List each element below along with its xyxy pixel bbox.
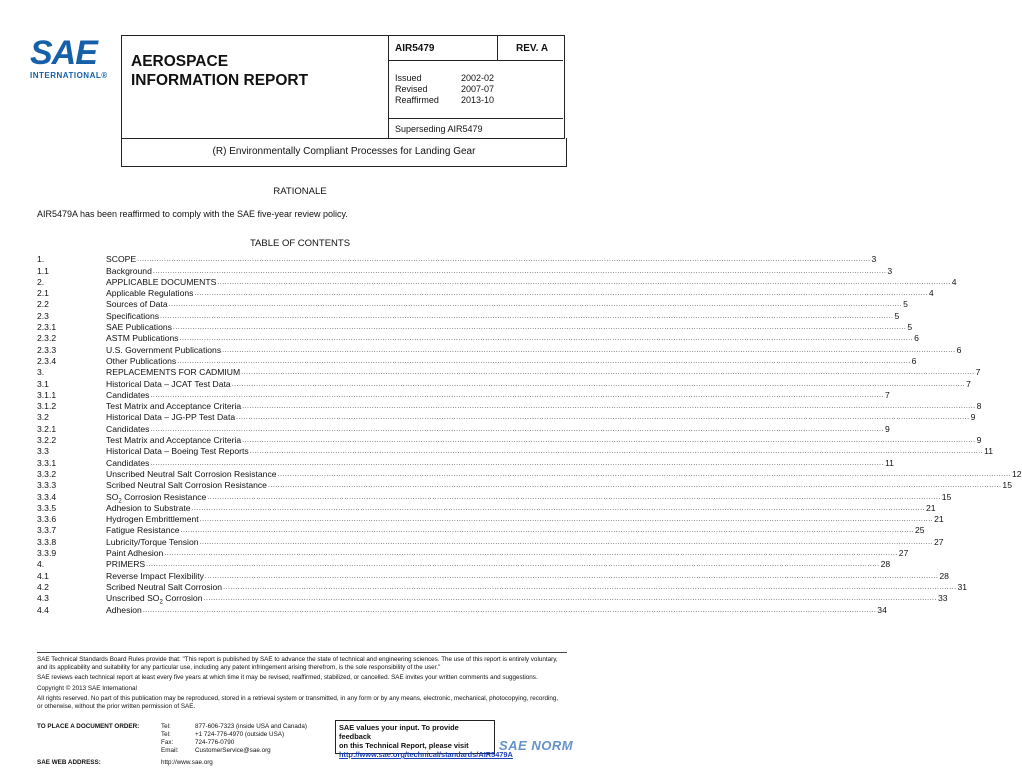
toc-entry-page: 28 [880, 559, 891, 570]
toc-entry-page: 3 [887, 265, 893, 276]
toc-entry-page: 6 [911, 355, 917, 366]
contact-email-link[interactable]: CustomerService@sae.org [195, 747, 271, 755]
toc-leader-dots: ............................................................................................................................................................................................................................................................................................................ [204, 572, 939, 580]
toc-entry-page: 15 [1002, 480, 1012, 491]
toc-entry-page: 33 [937, 593, 948, 604]
toc-entry[interactable] [37, 401, 982, 412]
toc-entry-page: 15 [941, 491, 952, 502]
toc-leader-dots: ............................................................................................................................................................................................................................................................................................................ [249, 448, 984, 456]
toc-entry-number: 4.3 [37, 593, 49, 604]
revision-label: REV. A [516, 43, 549, 54]
toc-entry-title: Lubricity/Torque Tension [106, 536, 199, 547]
toc-entry-number: 2.3.3 [37, 344, 57, 355]
toc-entry-number: 3.3.4 [37, 491, 57, 502]
header-divider [389, 60, 563, 61]
toc-entry[interactable] [37, 457, 894, 468]
toc-entry-number: 3.3.1 [37, 457, 57, 468]
toc-entry-number: 2.3.1 [37, 322, 57, 333]
date-label: Issued [395, 73, 422, 83]
footer-paragraph: SAE reviews each technical report at least every five years at which time it may be revised, reaffirmed, stabilized, or cancelled. SAE invites your written comments and suggestions. [37, 674, 538, 682]
toc-entry-number: 3.3 [37, 446, 49, 457]
toc-entry-title: Paint Adhesion [106, 548, 164, 559]
toc-entry-title: Candidates [106, 423, 150, 434]
toc-entry-title: Sources of Data [106, 299, 168, 310]
web-label: SAE WEB ADDRESS: [37, 759, 101, 767]
toc-entry[interactable] [37, 536, 944, 547]
toc-entry-title: Test Matrix and Acceptance Criteria [106, 401, 242, 412]
toc-entry-page: 11 [884, 457, 894, 468]
toc-entry-page: 12 [1011, 468, 1022, 479]
footer-paragraph: SAE Technical Standards Board Rules provide that: "This report is published by SAE to advance the state of technical and engineering sciences. The use of this report is entirely voluntary, and its applicability and suitability for any particular use, including any patent infringement arising therefrom, is the sole responsibility of the user." [37, 656, 558, 672]
toc-entry-number: 3.3.2 [37, 468, 57, 479]
toc-entry[interactable] [37, 581, 968, 593]
web-address-link[interactable]: http://www.sae.org [161, 759, 213, 767]
toc-entry-number: 3.3.8 [37, 536, 57, 547]
toc-entry-title: U.S. Government Publications [106, 344, 222, 355]
toc-entry-number: 3.3.6 [37, 514, 57, 525]
toc-leader-dots: ............................................................................................................................................................................................................................................................................................................ [199, 538, 933, 546]
toc-leader-dots: ............................................................................................................................................................................................................................................................................................................ [191, 504, 926, 512]
toc-entry-number: 3.2 [37, 412, 49, 423]
toc-leader-dots: ............................................................................................................................................................................................................................................................................................................ [203, 595, 937, 603]
toc-entry-title: REPLACEMENTS FOR CADMIUM [106, 367, 241, 378]
toc-entry[interactable] [37, 265, 893, 276]
toc-entry-page: 4 [951, 276, 957, 287]
toc-entry-title: Adhesion [106, 604, 142, 615]
toc-entry-page: 5 [907, 322, 913, 333]
toc-entry-number: 2.2 [37, 299, 49, 310]
toc-entry-title: Scribed Neutral Salt Corrosion [106, 581, 223, 592]
date-label: Revised [395, 84, 428, 94]
toc-entry-number: 2.3.2 [37, 333, 57, 344]
toc-entry-title: PRIMERS [106, 559, 146, 570]
toc-entry-number: 4.1 [37, 570, 49, 581]
toc-entry[interactable] [37, 593, 948, 606]
toc-entry[interactable] [37, 378, 971, 389]
toc-entry-title: Unscribed Neutral Salt Corrosion Resistance [106, 468, 277, 479]
footer-paragraph: All rights reserved. No part of this publication may be reproduced, stored in a retrieval system or transmitted, in any form or by any means, electronic, mechanical, photocopying, recording, or otherwise, without the prior written permission of SAE. [37, 694, 559, 711]
toc-entry-page: 4 [928, 288, 934, 299]
toc-leader-dots: ............................................................................................................................................................................................................................................................................................................ [179, 335, 914, 343]
toc-leader-dots: ............................................................................................................................................................................................................................................................................................................ [137, 256, 871, 264]
report-type-line1: AEROSPACE [131, 53, 229, 70]
order-info [37, 723, 313, 767]
toc-leader-dots: ............................................................................................................................................................................................................................................................................................................ [217, 278, 951, 286]
toc-entry-title: Test Matrix and Acceptance Criteria [106, 435, 242, 446]
date-label: Reaffirmed [395, 95, 439, 105]
toc-entry-page: 9 [970, 412, 976, 423]
document-number: AIR5479 [395, 43, 435, 54]
toc-entry-title: Historical Data – JCAT Test Data [106, 378, 231, 389]
toc-entry[interactable] [37, 548, 909, 559]
toc-leader-dots: ............................................................................................................................................................................................................................................................................................................ [150, 459, 884, 467]
toc-entry[interactable] [37, 559, 891, 570]
toc-leader-dots: ............................................................................................................................................................................................................................................................................................................ [236, 414, 970, 422]
toc-entry-title: Hydrogen Embrittlement [106, 514, 199, 525]
toc-entry[interactable] [37, 276, 957, 288]
toc-entry[interactable] [37, 570, 949, 581]
toc-entry-page: 9 [884, 423, 890, 434]
toc-entry-title: Scribed Neutral Salt Corrosion Resistance [106, 480, 267, 491]
toc-entry[interactable] [37, 435, 982, 446]
toc-entry-page: 34 [877, 604, 887, 615]
date-table [395, 73, 494, 106]
toc-entry[interactable] [37, 491, 952, 505]
toc-entry[interactable] [37, 367, 981, 378]
toc-leader-dots: ............................................................................................................................................................................................................................................................................................................ [223, 583, 957, 591]
toc-entry[interactable] [37, 423, 890, 434]
date-value: 2013-10 [461, 95, 495, 105]
feedback-link[interactable]: http://www.sae.org/technical/standards/AIR5479A [339, 750, 513, 759]
toc-entry-page: 28 [939, 570, 949, 581]
footer-copyright: Copyright © 2013 SAE International [37, 684, 137, 692]
toc-entry-page: 21 [926, 502, 936, 513]
toc-entry-title: Specifications [106, 310, 160, 321]
toc-leader-dots: ............................................................................................................................................................................................................................................................................................................ [150, 425, 884, 433]
sae-logo [30, 36, 116, 84]
toc-entry-title: Other Publications [106, 355, 177, 366]
toc-entry-title: Unscribed $SO_2$ Corrosion [106, 593, 203, 606]
superseding-note: Superseding AIR5479 [395, 124, 483, 134]
header-divider [388, 35, 389, 138]
toc-entry[interactable] [37, 468, 1022, 480]
toc-leader-dots: ............................................................................................................................................................................................................................................................................................................ [277, 470, 1011, 478]
toc-heading: TABLE OF CONTENTS [249, 238, 351, 249]
toc-entry[interactable] [37, 412, 976, 423]
rationale-text: AIR5479A has been reaffirmed to comply with the SAE five-year review policy. [37, 209, 348, 219]
toc-entry[interactable] [37, 299, 908, 310]
contact-value: +1 724-776-4970 (outside USA) [195, 731, 285, 739]
toc-entry-number: 3.3.5 [37, 502, 57, 513]
toc-entry[interactable] [37, 254, 877, 265]
toc-entry-title: $SO_2$ Corrosion Resistance [106, 491, 207, 505]
toc-leader-dots: ............................................................................................................................................................................................................................................................................................................ [177, 357, 911, 365]
toc-leader-dots: ............................................................................................................................................................................................................................................................................................................ [180, 527, 915, 535]
toc-entry-page: 6 [914, 333, 919, 344]
table-of-contents [37, 254, 1022, 616]
order-label: TO PLACE A DOCUMENT ORDER: [37, 723, 140, 730]
report-type-title [131, 52, 308, 90]
toc-leader-dots: ............................................................................................................................................................................................................................................................................................................ [168, 301, 903, 309]
toc-entry-number: 1. [37, 254, 45, 265]
toc-entry-title: SAE Publications [106, 322, 172, 333]
toc-leader-dots: ............................................................................................................................................................................................................................................................................................................ [231, 380, 966, 388]
toc-leader-dots: ............................................................................................................................................................................................................................................................................................................ [242, 437, 976, 445]
toc-entry[interactable] [37, 355, 917, 367]
toc-entry-title: ASTM Publications [106, 333, 179, 344]
toc-entry-title: Applicable Regulations [106, 288, 194, 299]
toc-entry-page: 27 [898, 548, 909, 559]
toc-entry-page: 6 [956, 344, 962, 355]
logo-subtitle: INTERNATIONAL [30, 71, 102, 80]
toc-leader-dots: ............................................................................................................................................................................................................................................................................................................ [222, 346, 956, 354]
toc-entry-number: 3.2.2 [37, 435, 57, 446]
toc-leader-dots: ............................................................................................................................................................................................................................................................................................................ [146, 561, 880, 569]
toc-leader-dots: ............................................................................................................................................................................................................................................................................................................ [267, 482, 1002, 490]
feedback-box [335, 720, 513, 759]
toc-entry-page: 8 [976, 401, 982, 412]
toc-entry[interactable] [37, 333, 919, 344]
toc-entry[interactable] [37, 322, 913, 333]
toc-leader-dots: ............................................................................................................................................................................................................................................................................................................ [241, 369, 975, 377]
toc-leader-dots: ............................................................................................................................................................................................................................................................................................................ [142, 606, 877, 614]
toc-entry-page: 27 [933, 536, 944, 547]
toc-entry-page: 31 [957, 581, 968, 592]
header-divider [497, 35, 498, 60]
toc-entry-number: 4.4 [37, 604, 49, 615]
toc-entry[interactable] [37, 502, 936, 514]
footer-notice [37, 656, 565, 713]
toc-leader-dots: ............................................................................................................................................................................................................................................................................................................ [152, 267, 887, 275]
toc-entry-number: 3.3.9 [37, 548, 57, 559]
toc-entry-page: 25 [915, 525, 925, 536]
contact-value: 877-606-7323 (inside USA and Canada) [195, 723, 308, 730]
toc-entry-page: 5 [903, 299, 908, 310]
toc-entry[interactable] [37, 446, 994, 457]
toc-entry-title: Fatigue Resistance [106, 525, 180, 536]
toc-entry-title: APPLICABLE DOCUMENTS [106, 276, 217, 287]
toc-entry-number: 2.1 [37, 288, 49, 299]
toc-entry[interactable] [37, 310, 900, 321]
toc-entry-page: 21 [934, 514, 944, 525]
toc-entry-title: Historical Data – JG-PP Test Data [106, 412, 236, 423]
toc-entry-title: Adhesion to Substrate [106, 502, 191, 513]
toc-leader-dots: ............................................................................................................................................................................................................................................................................................................ [164, 550, 898, 558]
contact-label: Tel: [161, 731, 171, 739]
document-title: (R) Environmentally Compliant Processes for Landing Gear [121, 138, 567, 167]
toc-entry-page: 11 [984, 446, 994, 457]
toc-leader-dots: ............................................................................................................................................................................................................................................................................................................ [242, 403, 976, 411]
toc-leader-dots: ............................................................................................................................................................................................................................................................................................................ [160, 312, 894, 320]
feedback-line: SAE values your input. To provide feedback [339, 723, 459, 741]
toc-leader-dots: ............................................................................................................................................................................................................................................................................................................ [150, 391, 884, 399]
toc-entry[interactable] [37, 514, 944, 525]
logo-wordmark: SAE [30, 34, 97, 72]
toc-entry-number: 3.2.1 [37, 423, 57, 434]
toc-entry-number: 2. [37, 276, 45, 287]
toc-entry[interactable] [37, 288, 934, 299]
toc-entry-title: Candidates [106, 389, 150, 400]
report-type-line2: INFORMATION REPORT [131, 72, 309, 89]
toc-entry-title: Background [106, 265, 152, 276]
toc-entry-number: 3. [37, 367, 45, 378]
contact-label: Fax: [161, 739, 174, 747]
header-divider [389, 118, 563, 119]
feedback-line: on this Technical Report, please visit [339, 741, 469, 750]
toc-entry-number: 3.1 [37, 378, 49, 389]
toc-entry-title: Reverse Impact Flexibility [106, 570, 204, 581]
toc-entry-number: 1.1 [37, 265, 49, 276]
toc-entry[interactable] [37, 344, 962, 355]
date-value: 2002-02 [461, 73, 495, 83]
toc-entry-number: 2.3.4 [37, 355, 57, 366]
toc-entry-title: SCOPE [106, 254, 137, 265]
toc-entry[interactable] [37, 480, 1012, 491]
sae-norm-watermark: SAE NORM [499, 738, 574, 753]
toc-entry-title: Candidates [106, 457, 150, 468]
toc-entry-page: 9 [976, 435, 982, 446]
toc-entry-page: 7 [975, 367, 981, 378]
footer-rule [37, 652, 567, 653]
contact-value: 724-776-0790 [195, 739, 235, 747]
toc-entry[interactable] [37, 525, 925, 536]
toc-entry-page: 7 [884, 389, 890, 400]
toc-leader-dots: ............................................................................................................................................................................................................................................................................................................ [172, 324, 907, 332]
toc-entry-number: 4.2 [37, 581, 49, 592]
contact-label: Email: [161, 747, 179, 755]
toc-entry-number: 3.3.7 [37, 525, 57, 536]
date-value: 2007-07 [461, 84, 495, 94]
toc-entry-number: 3.3.3 [37, 480, 57, 491]
toc-entry-page: 5 [894, 310, 900, 321]
toc-leader-dots: ............................................................................................................................................................................................................................................................................................................ [207, 493, 941, 501]
contact-label: Tel: [161, 723, 171, 730]
toc-entry-number: 3.1.2 [37, 401, 57, 412]
toc-entry-page: 7 [966, 378, 971, 389]
toc-entry-number: 4. [37, 559, 45, 570]
toc-entry-page: 3 [871, 254, 877, 265]
toc-entry[interactable] [37, 389, 890, 401]
toc-leader-dots: ............................................................................................................................................................................................................................................................................................................ [194, 290, 928, 298]
toc-entry-number: 3.1.1 [37, 389, 57, 400]
toc-entry[interactable] [37, 604, 887, 615]
rationale-heading: RATIONALE [273, 186, 327, 197]
toc-leader-dots: ............................................................................................................................................................................................................................................................................................................ [199, 516, 934, 524]
toc-entry-number: 2.3 [37, 310, 49, 321]
toc-entry-title: Historical Data – Boeing Test Reports [106, 446, 249, 457]
logo-tm: ® [101, 71, 108, 80]
